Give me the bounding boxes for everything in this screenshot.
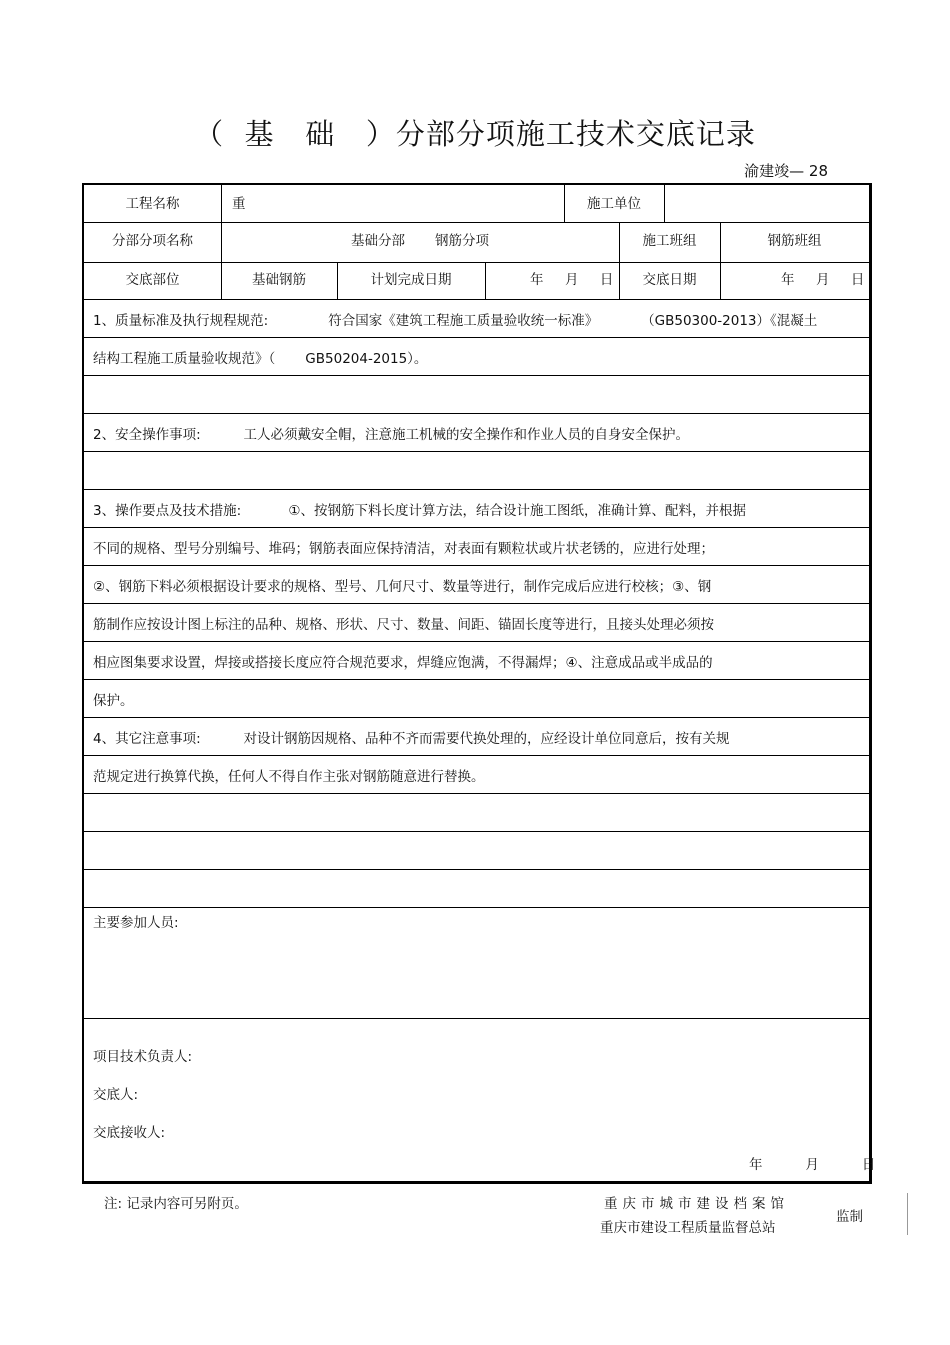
body-line: 筋制作应按设计图上标注的品种、规格、形状、尺寸、数量、间距、锚固长度等进行，且接头处理必须按 [93,617,714,633]
body-line: 2、安全操作事项: 工人必须戴安全帽，注意施工机械的安全操作和作业人员的自身安全保护。 [93,427,690,443]
body-line: 1、质量标准及执行规程规范: 符合国家《建筑工程施工质量验收统一标准》 （GB50300-2013）《混凝土 [93,313,818,329]
discloser-signature: 交底人: [93,1087,139,1103]
receiver-signature: 交底接收人: [93,1125,166,1141]
edge-divider [907,1193,908,1235]
body-line: 结构工程施工质量验收规范》（ GB50204-2015）。 [93,351,428,367]
construction-unit-label: 施工单位 [587,196,641,212]
body-line: 4、其它注意事项: 对设计钢筋因规格、品种不齐而需要代换处理的，应经设计单位同意后，按有关规 [93,731,730,747]
body-line: 范规定进行换算代换，任何人不得自作主张对钢筋随意进行替换。 [93,769,485,785]
signature-date: 年 月 日 [749,1157,876,1173]
footer-archive-org: 重庆市城市建设档案馆 [604,1196,789,1212]
footer-supervise: 监制 [836,1209,863,1225]
disclosure-date-label: 交底日期 [642,272,697,288]
form-table [82,183,876,1184]
team-value: 钢筋班组 [767,233,822,249]
subitem-value: 基础分部 钢筋分项 [350,233,490,249]
footer-note: 注: 记录内容可另附页。 [104,1196,248,1212]
tech-lead-signature: 项目技术负责人: [93,1049,193,1065]
form-title: （ 基 础 ）分部分项施工技术交底记录 [194,117,756,151]
body-line: ②、钢筋下料必须根据设计要求的规格、型号、几何尺寸、数量等进行，制作完成后应进行校核；③、钢 [93,579,712,595]
project-name-label: 工程名称 [125,196,180,212]
body-line: 保护。 [93,693,134,709]
disclosure-date-value: 年 月 日 [781,272,865,288]
body-line: 相应图集要求设置，焊接或搭接长度应符合规范要求，焊缝应饱满，不得漏焊；④、注意成品或半成品的 [93,655,713,671]
participants-label: 主要参加人员: [93,915,179,931]
team-label: 施工班组 [642,233,697,249]
footer-quality-org: 重庆市建设工程质量监督总站 [600,1220,776,1236]
location-value: 基础钢筋 [252,272,306,288]
body-line: 不同的规格、型号分别编号、堆码；钢筋表面应保持清洁，对表面有颗粒状或片状老锈的，应进行处理； [93,541,714,557]
plan-date-value: 年 月 日 [530,272,614,288]
plan-date-label: 计划完成日期 [370,272,452,288]
subitem-label: 分部分项名称 [112,233,193,249]
body-line: 3、操作要点及技术措施: ①、按钢筋下料长度计算方法，结合设计施工图纸，准确计算、配料，并根据 [93,503,746,519]
document-code: 渝建竣— 28 [744,162,828,180]
project-name-value: 重 [232,196,246,212]
location-label: 交底部位 [125,272,180,288]
